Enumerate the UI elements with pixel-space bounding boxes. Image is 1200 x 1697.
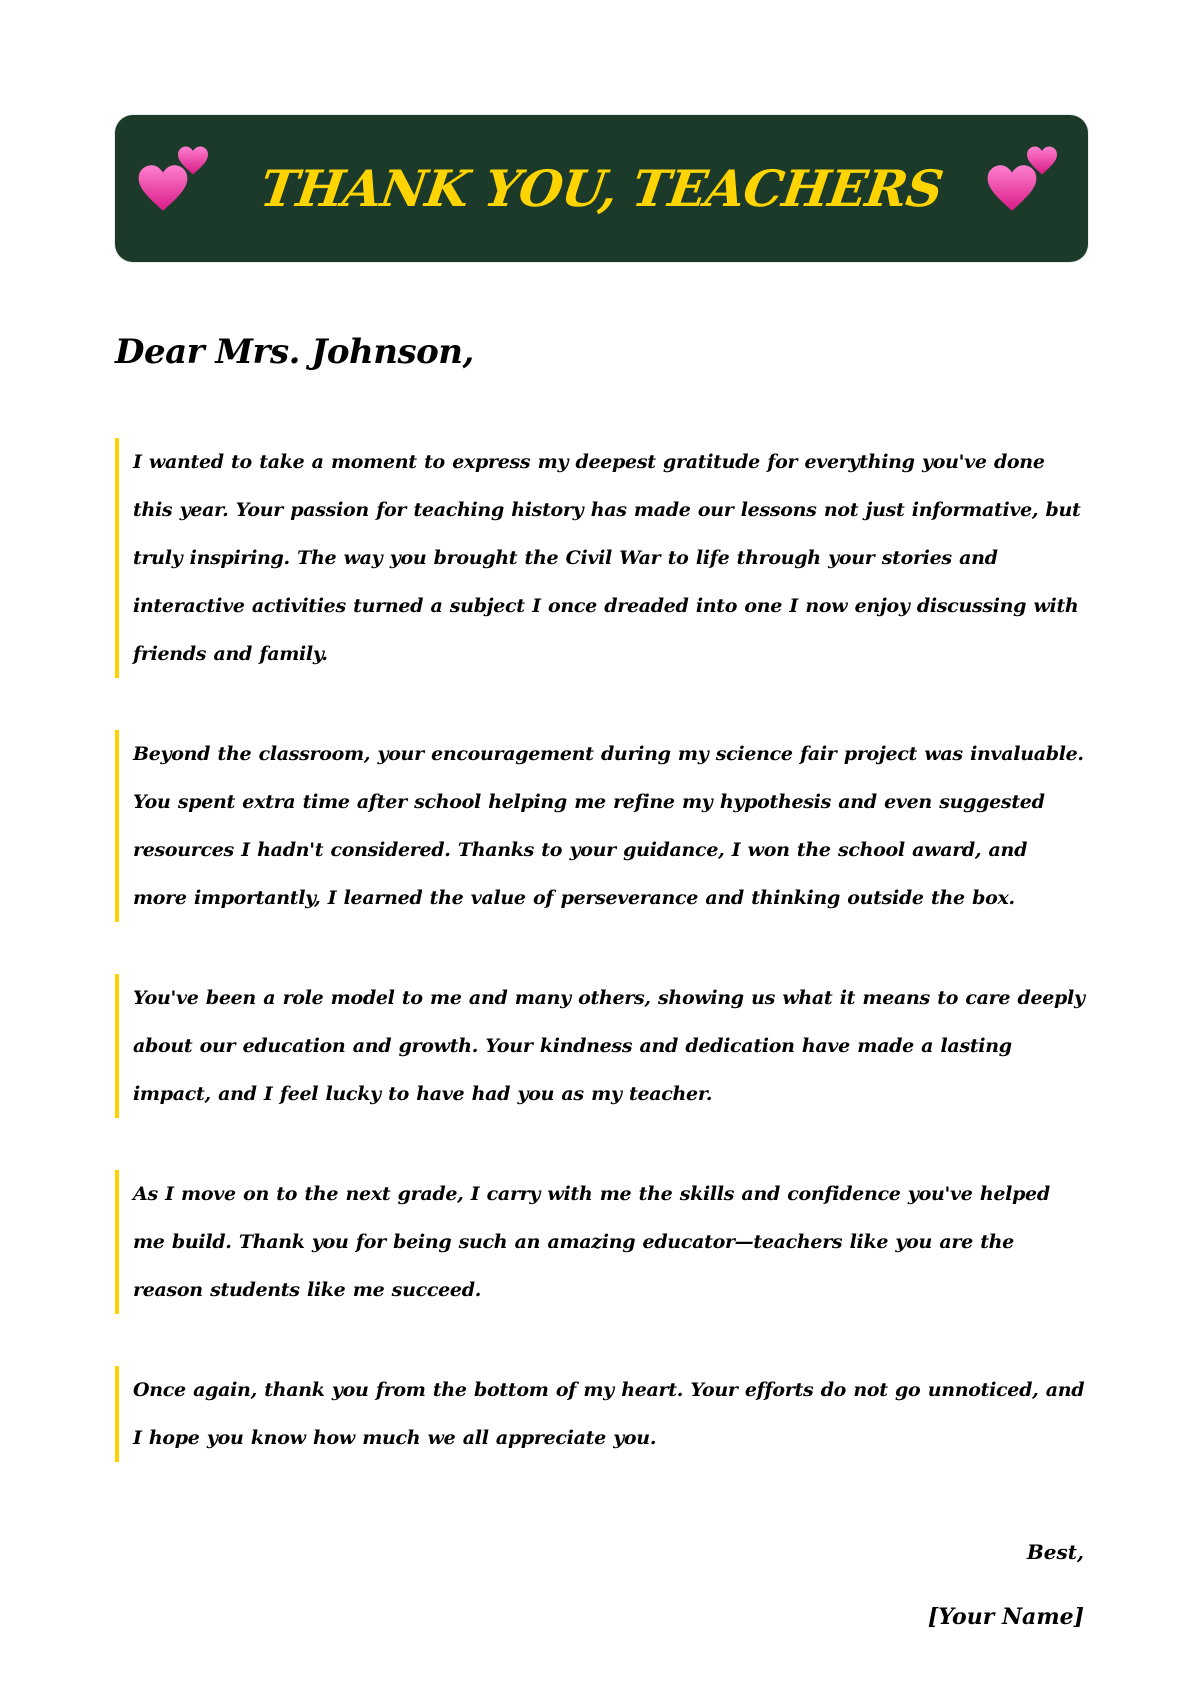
letter-paragraph: You've been a role model to me and many others, showing us what it means to care deeply about our education and growth. Your kindness and dedication have made a lasting impact, and I feel lucky to have had you as my teacher.: [115, 974, 1088, 1118]
letter-greeting: Dear Mrs. Johnson,: [115, 332, 474, 372]
two-hearts-icon: [137, 145, 217, 225]
letter-paragraph: Beyond the classroom, your encouragement during my science fair project was invaluable. You spent extra time after school helping me refine my hypothesis and even suggested resources I hadn't considered. Thanks to your guidance, I won the school award, and more importantly, I learned the value of perseverance and thinking outside the box.: [115, 730, 1088, 922]
letter-page: [115, 115, 1088, 1630]
heart-icon: [1026, 145, 1058, 176]
letter-paragraph: Once again, thank you from the bottom of my heart. Your efforts do not go unnoticed, and I hope you know how much we all appreciate you.: [115, 1366, 1088, 1462]
letter-paragraph: I wanted to take a moment to express my deepest gratitude for everything you've done this year. Your passion for teaching history has made our lessons not just informative, but truly inspiring. The way you brought the Civil War to life through your stories and interactive activities turned a subject I once dreaded into one I now enjoy discussing with friends and family.: [115, 438, 1088, 678]
heart-icon: [177, 145, 209, 176]
letter-signature: [Your Name]: [927, 1604, 1084, 1630]
letter-paragraph: As I move on to the next grade, I carry with me the skills and confidence you've helped me build. Thank you for being such an amazing educator—teachers like you are the reason students like me succeed.: [115, 1170, 1088, 1314]
letter-closing: Best,: [1026, 1540, 1084, 1564]
two-hearts-icon: [986, 145, 1066, 225]
banner-title: THANK YOU, TEACHERS: [256, 159, 947, 218]
header-banner: [115, 115, 1088, 262]
